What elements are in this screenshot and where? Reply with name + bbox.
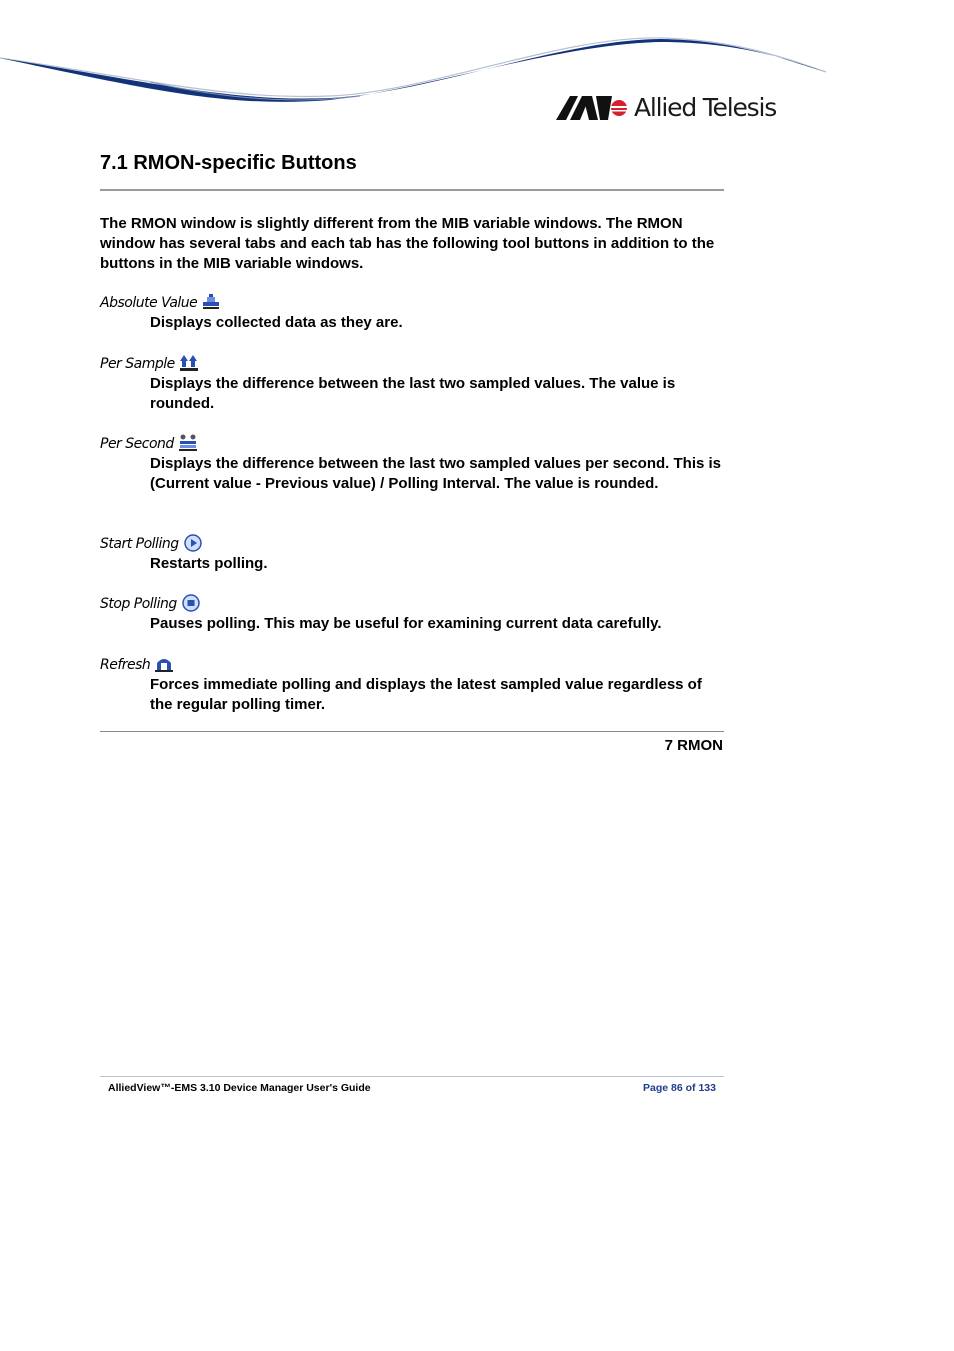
term-label: Absolute Value — [100, 295, 198, 311]
button-entry-refresh — [100, 656, 724, 715]
term-description: Displays collected data as they are. — [150, 314, 403, 331]
company-logo — [556, 95, 776, 120]
term-label: Per Sample — [100, 356, 175, 372]
term-description: Forces immediate polling and displays the latest sampled value regardless of the regular polling timer. — [150, 676, 702, 713]
intro-paragraph: The RMON window is slightly different from the MIB variable windows. The RMON window has several tabs and each tab has the following tool buttons in addition to the buttons in the MIB variable windows. — [100, 215, 715, 272]
start-polling-icon — [184, 534, 202, 552]
button-entry-absolute-value — [100, 294, 724, 333]
button-entry-start-polling — [100, 535, 724, 574]
allied-telesis-logo-icon — [556, 96, 628, 120]
button-entry-per-second — [100, 435, 724, 494]
term-description: Pauses polling. This may be useful for examining current data carefully. — [150, 615, 662, 632]
term-label: Start Polling — [100, 536, 179, 552]
title-divider — [100, 189, 724, 191]
footer-guide-title: AlliedView™-EMS 3.10 Device Manager User's Guide — [108, 1082, 371, 1094]
term-label: Stop Polling — [100, 596, 177, 612]
logo-text: Allied Telesis — [634, 93, 777, 122]
term-description: Displays the difference between the last two sampled values per second. This is (Current value - Previous value) / Polling Interval. The value is rounded. — [150, 455, 722, 492]
absolute-value-icon — [202, 293, 220, 311]
button-entry-per-sample — [100, 355, 724, 414]
button-entry-stop-polling — [100, 595, 724, 634]
term-description: Displays the difference between the last two sampled values. The value is rounded. — [150, 375, 676, 412]
footer-page-number: Page 86 of 133 — [643, 1082, 716, 1094]
term-description: Restarts polling. — [150, 555, 268, 572]
chapter-label: 7 RMON — [664, 737, 723, 754]
footer-divider — [100, 1076, 724, 1077]
header-swoosh — [0, 30, 954, 120]
term-label: Refresh — [100, 657, 151, 673]
stop-polling-icon — [182, 594, 200, 612]
refresh-icon — [155, 655, 173, 673]
per-second-icon — [179, 434, 197, 452]
term-label: Per Second — [100, 436, 174, 452]
per-sample-icon — [180, 354, 198, 372]
section-end-divider — [100, 731, 724, 732]
page-title: 7.1 RMON-specific Buttons — [100, 152, 357, 174]
